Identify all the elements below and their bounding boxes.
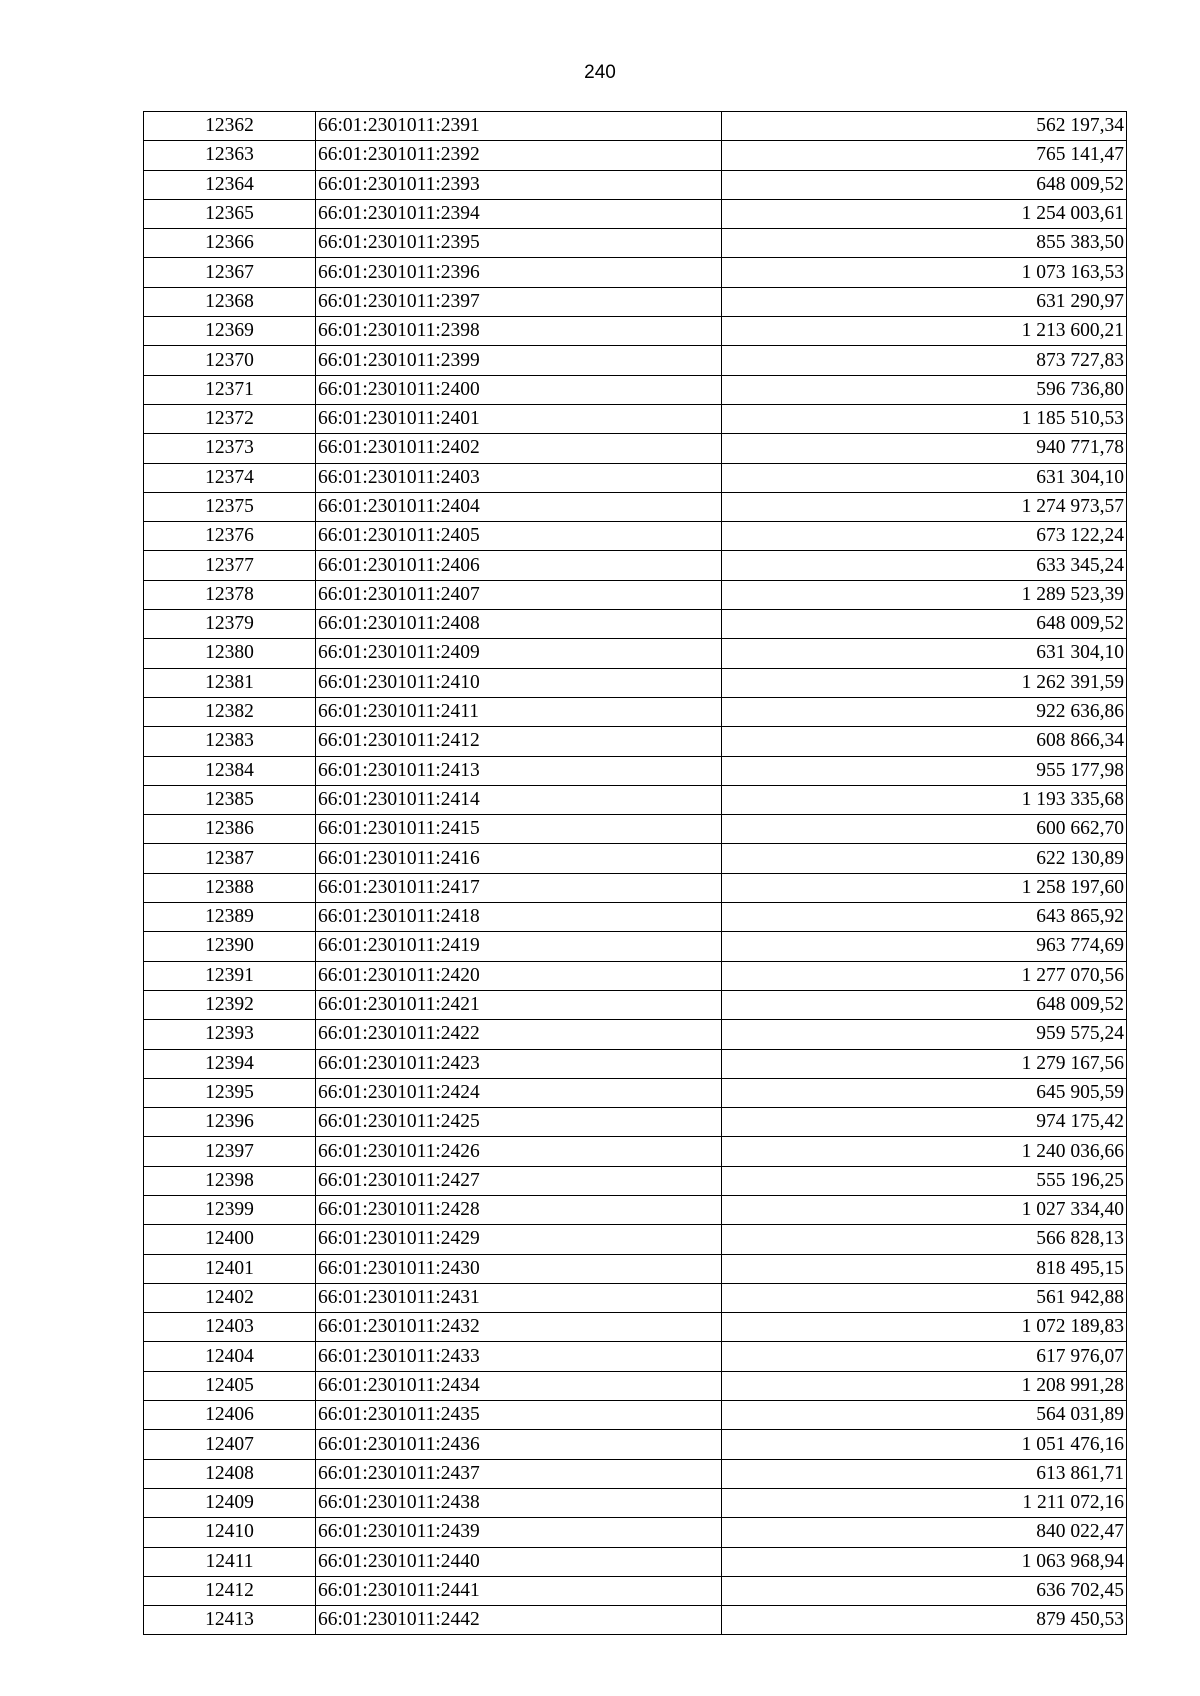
row-number: 12362	[144, 112, 316, 141]
cadastral-number: 66:01:2301011:2426	[316, 1137, 722, 1166]
row-number: 12371	[144, 375, 316, 404]
cadastral-number: 66:01:2301011:2393	[316, 170, 722, 199]
row-number: 12403	[144, 1313, 316, 1342]
row-number: 12382	[144, 697, 316, 726]
row-number: 12391	[144, 961, 316, 990]
table-row	[144, 932, 1127, 961]
table-row	[144, 199, 1127, 228]
cadastral-value: 564 031,89	[722, 1401, 1127, 1430]
cadastral-value: 1 262 391,59	[722, 668, 1127, 697]
table-row	[144, 463, 1127, 492]
row-number: 12407	[144, 1430, 316, 1459]
row-number: 12376	[144, 522, 316, 551]
cadastral-number: 66:01:2301011:2399	[316, 346, 722, 375]
row-number: 12374	[144, 463, 316, 492]
cadastral-value: 1 213 600,21	[722, 317, 1127, 346]
cadastral-value: 643 865,92	[722, 903, 1127, 932]
table-row	[144, 610, 1127, 639]
cadastral-number: 66:01:2301011:2410	[316, 668, 722, 697]
cadastral-number: 66:01:2301011:2401	[316, 404, 722, 433]
cadastral-number: 66:01:2301011:2406	[316, 551, 722, 580]
cadastral-number: 66:01:2301011:2423	[316, 1049, 722, 1078]
cadastral-number: 66:01:2301011:2396	[316, 258, 722, 287]
cadastral-number: 66:01:2301011:2419	[316, 932, 722, 961]
table-row	[144, 1078, 1127, 1107]
cadastral-value: 648 009,52	[722, 990, 1127, 1019]
cadastral-number: 66:01:2301011:2432	[316, 1313, 722, 1342]
cadastral-number: 66:01:2301011:2412	[316, 727, 722, 756]
row-number: 12408	[144, 1459, 316, 1488]
cadastral-value: 633 345,24	[722, 551, 1127, 580]
row-number: 12404	[144, 1342, 316, 1371]
cadastral-value: 1 208 991,28	[722, 1371, 1127, 1400]
row-number: 12385	[144, 785, 316, 814]
cadastral-value: 879 450,53	[722, 1606, 1127, 1635]
row-number: 12401	[144, 1254, 316, 1283]
cadastral-number: 66:01:2301011:2391	[316, 112, 722, 141]
row-number: 12412	[144, 1576, 316, 1605]
table-row	[144, 1401, 1127, 1430]
table-row	[144, 1254, 1127, 1283]
table-row	[144, 1313, 1127, 1342]
cadastral-number: 66:01:2301011:2438	[316, 1488, 722, 1517]
cadastral-value: 1 027 334,40	[722, 1195, 1127, 1224]
table-row	[144, 434, 1127, 463]
cadastral-value: 940 771,78	[722, 434, 1127, 463]
cadastral-value: 963 774,69	[722, 932, 1127, 961]
table-body	[144, 112, 1127, 1635]
row-number: 12386	[144, 815, 316, 844]
cadastral-value: 840 022,47	[722, 1518, 1127, 1547]
cadastral-number: 66:01:2301011:2433	[316, 1342, 722, 1371]
cadastral-value: 600 662,70	[722, 815, 1127, 844]
cadastral-number: 66:01:2301011:2416	[316, 844, 722, 873]
table-row	[144, 229, 1127, 258]
row-number: 12366	[144, 229, 316, 258]
cadastral-value: 873 727,83	[722, 346, 1127, 375]
cadastral-value: 955 177,98	[722, 756, 1127, 785]
cadastral-number: 66:01:2301011:2430	[316, 1254, 722, 1283]
cadastral-value: 617 976,07	[722, 1342, 1127, 1371]
table-row	[144, 697, 1127, 726]
row-number: 12387	[144, 844, 316, 873]
table-row	[144, 141, 1127, 170]
cadastral-value: 1 211 072,16	[722, 1488, 1127, 1517]
row-number: 12363	[144, 141, 316, 170]
row-number: 12409	[144, 1488, 316, 1517]
cadastral-number: 66:01:2301011:2429	[316, 1225, 722, 1254]
cadastral-number: 66:01:2301011:2398	[316, 317, 722, 346]
cadastral-value: 1 274 973,57	[722, 492, 1127, 521]
row-number: 12413	[144, 1606, 316, 1635]
row-number: 12389	[144, 903, 316, 932]
cadastral-value: 1 258 197,60	[722, 873, 1127, 902]
cadastral-number: 66:01:2301011:2436	[316, 1430, 722, 1459]
table-row	[144, 1020, 1127, 1049]
table-row	[144, 873, 1127, 902]
cadastral-value: 1 051 476,16	[722, 1430, 1127, 1459]
page-number: 240	[584, 62, 616, 83]
cadastral-value: 1 279 167,56	[722, 1049, 1127, 1078]
table-row	[144, 961, 1127, 990]
cadastral-number: 66:01:2301011:2402	[316, 434, 722, 463]
cadastral-number: 66:01:2301011:2425	[316, 1108, 722, 1137]
cadastral-number: 66:01:2301011:2413	[316, 756, 722, 785]
table-row	[144, 1342, 1127, 1371]
cadastral-value: 1 193 335,68	[722, 785, 1127, 814]
table-row	[144, 1576, 1127, 1605]
cadastral-value: 561 942,88	[722, 1283, 1127, 1312]
table-row	[144, 1137, 1127, 1166]
table-row	[144, 990, 1127, 1019]
row-number: 12370	[144, 346, 316, 375]
table-row	[144, 112, 1127, 141]
table-row	[144, 1488, 1127, 1517]
row-number: 12393	[144, 1020, 316, 1049]
row-number: 12402	[144, 1283, 316, 1312]
cadastral-value: 1 277 070,56	[722, 961, 1127, 990]
cadastral-number: 66:01:2301011:2400	[316, 375, 722, 404]
cadastral-number: 66:01:2301011:2424	[316, 1078, 722, 1107]
cadastral-value: 648 009,52	[722, 610, 1127, 639]
cadastral-value: 1 063 968,94	[722, 1547, 1127, 1576]
row-number: 12375	[144, 492, 316, 521]
cadastral-value: 562 197,34	[722, 112, 1127, 141]
cadastral-value: 1 254 003,61	[722, 199, 1127, 228]
cadastral-number: 66:01:2301011:2422	[316, 1020, 722, 1049]
table-row	[144, 1049, 1127, 1078]
table-row	[144, 1518, 1127, 1547]
row-number: 12406	[144, 1401, 316, 1430]
table-row	[144, 815, 1127, 844]
cadastral-value: 631 290,97	[722, 287, 1127, 316]
cadastral-value: 959 575,24	[722, 1020, 1127, 1049]
row-number: 12383	[144, 727, 316, 756]
row-number: 12388	[144, 873, 316, 902]
row-number: 12373	[144, 434, 316, 463]
table-row	[144, 375, 1127, 404]
row-number: 12392	[144, 990, 316, 1019]
table-row	[144, 727, 1127, 756]
cadastral-value: 555 196,25	[722, 1166, 1127, 1195]
cadastral-value: 818 495,15	[722, 1254, 1127, 1283]
row-number: 12394	[144, 1049, 316, 1078]
cadastral-number: 66:01:2301011:2428	[316, 1195, 722, 1224]
cadastral-value: 596 736,80	[722, 375, 1127, 404]
cadastral-value: 566 828,13	[722, 1225, 1127, 1254]
cadastral-number: 66:01:2301011:2427	[316, 1166, 722, 1195]
row-number: 12372	[144, 404, 316, 433]
cadastral-value: 1 289 523,39	[722, 580, 1127, 609]
row-number: 12396	[144, 1108, 316, 1137]
row-number: 12379	[144, 610, 316, 639]
table-row	[144, 317, 1127, 346]
cadastral-number: 66:01:2301011:2417	[316, 873, 722, 902]
table-row	[144, 1547, 1127, 1576]
cadastral-number: 66:01:2301011:2404	[316, 492, 722, 521]
table-row	[144, 580, 1127, 609]
cadastral-value: 636 702,45	[722, 1576, 1127, 1605]
cadastral-number: 66:01:2301011:2440	[316, 1547, 722, 1576]
row-number: 12369	[144, 317, 316, 346]
row-number: 12411	[144, 1547, 316, 1576]
table-row	[144, 1108, 1127, 1137]
cadastral-value: 1 072 189,83	[722, 1313, 1127, 1342]
cadastral-value: 631 304,10	[722, 463, 1127, 492]
table-row	[144, 1459, 1127, 1488]
row-number: 12378	[144, 580, 316, 609]
cadastral-number: 66:01:2301011:2394	[316, 199, 722, 228]
table-row	[144, 404, 1127, 433]
row-number: 12380	[144, 639, 316, 668]
cadastral-number: 66:01:2301011:2420	[316, 961, 722, 990]
cadastral-value-table	[143, 111, 1127, 1635]
cadastral-number: 66:01:2301011:2392	[316, 141, 722, 170]
cadastral-number: 66:01:2301011:2395	[316, 229, 722, 258]
table-row	[144, 346, 1127, 375]
cadastral-number: 66:01:2301011:2403	[316, 463, 722, 492]
table-row	[144, 756, 1127, 785]
cadastral-number: 66:01:2301011:2418	[316, 903, 722, 932]
row-number: 12400	[144, 1225, 316, 1254]
cadastral-value: 613 861,71	[722, 1459, 1127, 1488]
cadastral-value: 1 185 510,53	[722, 404, 1127, 433]
table-row	[144, 785, 1127, 814]
table-row	[144, 1195, 1127, 1224]
cadastral-number: 66:01:2301011:2411	[316, 697, 722, 726]
cadastral-number: 66:01:2301011:2437	[316, 1459, 722, 1488]
table-row	[144, 1371, 1127, 1400]
cadastral-number: 66:01:2301011:2407	[316, 580, 722, 609]
table-row	[144, 1166, 1127, 1195]
row-number: 12399	[144, 1195, 316, 1224]
cadastral-value: 648 009,52	[722, 170, 1127, 199]
row-number: 12381	[144, 668, 316, 697]
cadastral-number: 66:01:2301011:2408	[316, 610, 722, 639]
table-row	[144, 287, 1127, 316]
table-row	[144, 1430, 1127, 1459]
cadastral-value: 1 240 036,66	[722, 1137, 1127, 1166]
cadastral-value: 673 122,24	[722, 522, 1127, 551]
row-number: 12377	[144, 551, 316, 580]
cadastral-value: 608 866,34	[722, 727, 1127, 756]
row-number: 12367	[144, 258, 316, 287]
row-number: 12390	[144, 932, 316, 961]
table-row	[144, 258, 1127, 287]
table-row	[144, 844, 1127, 873]
cadastral-value: 622 130,89	[722, 844, 1127, 873]
table-row	[144, 668, 1127, 697]
cadastral-value: 645 905,59	[722, 1078, 1127, 1107]
cadastral-value: 631 304,10	[722, 639, 1127, 668]
table-row	[144, 1606, 1127, 1635]
cadastral-number: 66:01:2301011:2435	[316, 1401, 722, 1430]
table-row	[144, 903, 1127, 932]
cadastral-value: 1 073 163,53	[722, 258, 1127, 287]
cadastral-number: 66:01:2301011:2405	[316, 522, 722, 551]
cadastral-number: 66:01:2301011:2439	[316, 1518, 722, 1547]
cadastral-value: 855 383,50	[722, 229, 1127, 258]
row-number: 12410	[144, 1518, 316, 1547]
cadastral-number: 66:01:2301011:2421	[316, 990, 722, 1019]
row-number: 12364	[144, 170, 316, 199]
table-row	[144, 639, 1127, 668]
table-row	[144, 492, 1127, 521]
cadastral-number: 66:01:2301011:2441	[316, 1576, 722, 1605]
cadastral-value: 765 141,47	[722, 141, 1127, 170]
cadastral-number: 66:01:2301011:2431	[316, 1283, 722, 1312]
row-number: 12384	[144, 756, 316, 785]
cadastral-number: 66:01:2301011:2434	[316, 1371, 722, 1400]
row-number: 12397	[144, 1137, 316, 1166]
row-number: 12405	[144, 1371, 316, 1400]
row-number: 12395	[144, 1078, 316, 1107]
table-row	[144, 170, 1127, 199]
cadastral-number: 66:01:2301011:2415	[316, 815, 722, 844]
cadastral-number: 66:01:2301011:2397	[316, 287, 722, 316]
table-row	[144, 522, 1127, 551]
cadastral-value: 974 175,42	[722, 1108, 1127, 1137]
cadastral-number: 66:01:2301011:2414	[316, 785, 722, 814]
row-number: 12368	[144, 287, 316, 316]
cadastral-number: 66:01:2301011:2442	[316, 1606, 722, 1635]
cadastral-value: 922 636,86	[722, 697, 1127, 726]
table-row	[144, 1283, 1127, 1312]
table-row	[144, 1225, 1127, 1254]
table-row	[144, 551, 1127, 580]
row-number: 12365	[144, 199, 316, 228]
row-number: 12398	[144, 1166, 316, 1195]
cadastral-number: 66:01:2301011:2409	[316, 639, 722, 668]
